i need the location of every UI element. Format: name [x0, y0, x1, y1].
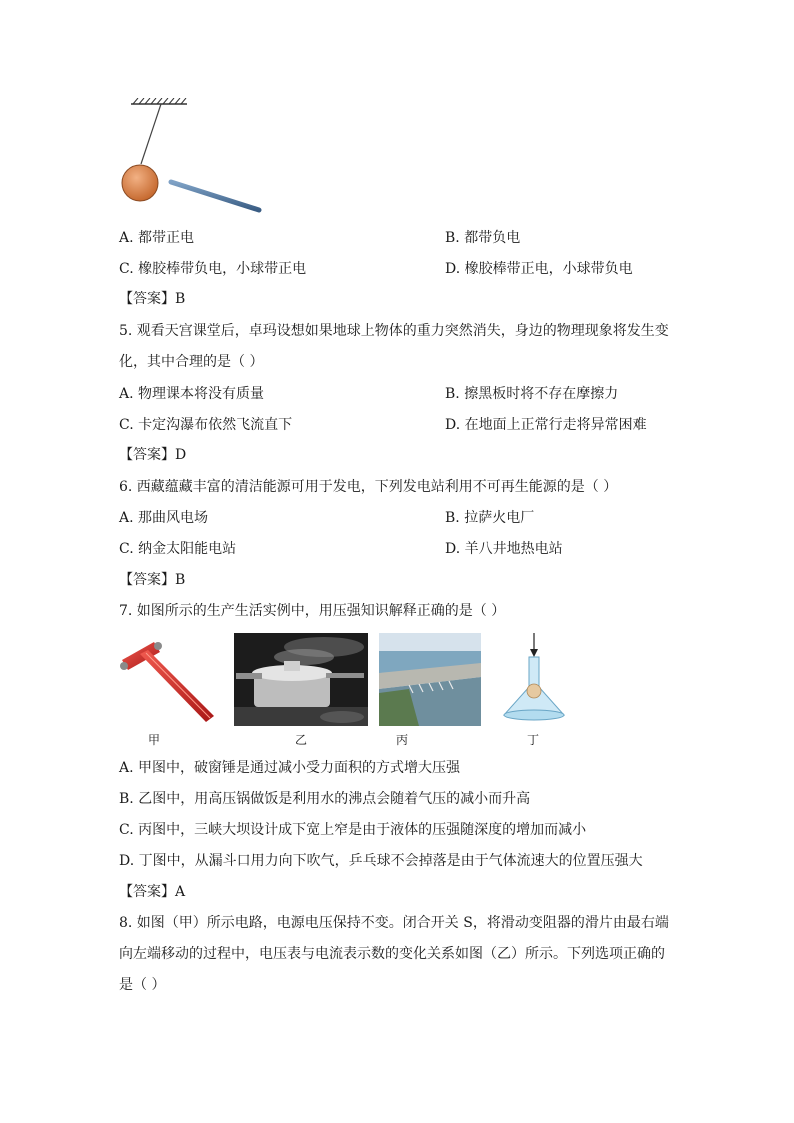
q6-option-b: B. 拉萨火电厂	[445, 510, 535, 526]
q5-option-c: C. 卡定沟瀑布依然飞流直下	[119, 417, 293, 433]
q6-option-c: C. 纳金太阳能电站	[119, 541, 237, 557]
q6-option-d: D. 羊八井地热电站	[445, 541, 563, 557]
q7-answer: 【答案】A	[119, 884, 186, 900]
rubber-rod	[171, 182, 259, 210]
q4-option-d: D. 橡胶棒带正电，小球带负电	[445, 261, 633, 277]
q8-stem-line1: 8. 如图（甲）所示电路，电源电压保持不变。闭合开关 S，将滑动变阻器的滑片由最右端	[119, 915, 669, 931]
q5-option-a: A. 物理课本将没有质量	[119, 386, 265, 402]
hanging-ball-figure	[115, 98, 275, 218]
q5-stem-line1: 5. 观看天宫课堂后，卓玛设想如果地球上物体的重力突然消失，身边的物理现象将发生变	[119, 323, 669, 339]
q5-option-b: B. 擦黑板时将不存在摩擦力	[445, 386, 619, 402]
charged-ball	[122, 165, 158, 201]
pressure-cooker-image	[234, 633, 368, 726]
q8-stem-line3: 是（ ）	[119, 977, 166, 993]
caption-ding: 丁	[526, 733, 539, 747]
q5-option-d: D. 在地面上正常行走将异常困难	[445, 417, 647, 433]
q4-option-c: C. 橡胶棒带负电，小球带正电	[119, 261, 307, 277]
q8-stem-line2: 向左端移动的过程中，电压表与电流表示数的变化关系如图（乙）所示。下列选项正确的	[119, 946, 665, 962]
q7-option-c: C. 丙图中，三峡大坝设计成下宽上窄是由于液体的压强随深度的增加而减小	[119, 822, 587, 838]
q7-option-d: D. 丁图中，从漏斗口用力向下吹气，乒乓球不会掉落是由于气体流速大的位置压强大	[119, 853, 643, 869]
ping-pong-ball	[527, 684, 541, 698]
q4-option-b: B. 都带负电	[445, 230, 521, 246]
q6-stem: 6. 西藏蕴藏丰富的清洁能源可用于发电，下列发电站利用不可再生能源的是（ ）	[119, 479, 618, 495]
q6-answer: 【答案】B	[119, 572, 186, 588]
q6-option-a: A. 那曲风电场	[119, 510, 209, 526]
q4-option-a: A. 都带正电	[119, 230, 195, 246]
q7-stem: 7. 如图所示的生产生活实例中，用压强知识解释正确的是（ ）	[119, 603, 506, 619]
caption-bing: 丙	[395, 733, 408, 747]
q7-option-b: B. 乙图中，用高压锅做饭是利用水的沸点会随着气压的减小而升高	[119, 791, 531, 807]
caption-yi: 乙	[294, 733, 307, 747]
hammer-image	[118, 638, 218, 726]
caption-jia: 甲	[147, 733, 160, 747]
q5-stem-line2: 化，其中合理的是（ ）	[119, 354, 264, 370]
dam-image	[379, 633, 481, 726]
q7-option-a: A. 甲图中，破窗锤是通过减小受力面积的方式增大压强	[119, 760, 461, 776]
q5-answer: 【答案】D	[119, 447, 187, 463]
funnel-image	[498, 633, 568, 725]
q4-answer: 【答案】B	[119, 291, 186, 307]
